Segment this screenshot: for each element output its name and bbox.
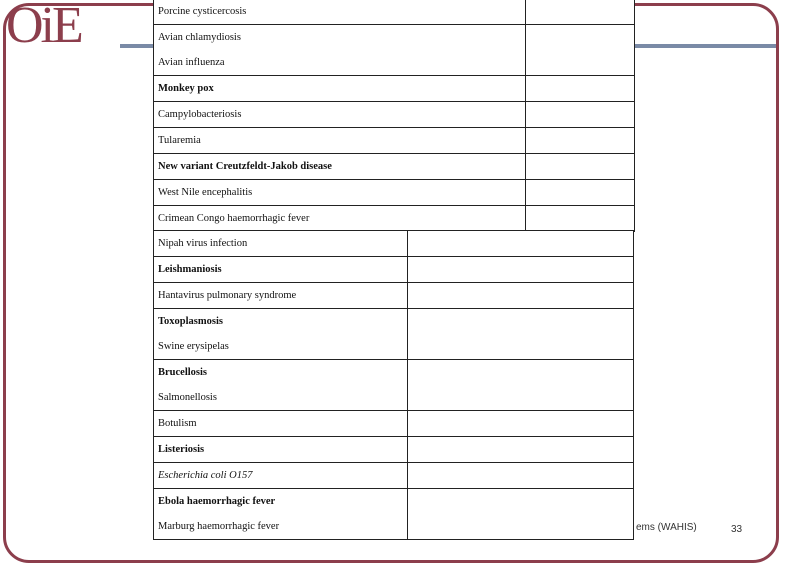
value-cell xyxy=(408,231,634,257)
disease-name: Nipah virus infection xyxy=(158,238,248,249)
table-row xyxy=(154,360,634,411)
disease-name: Tularemia xyxy=(158,135,201,146)
value-cell xyxy=(526,206,635,232)
value-cell xyxy=(408,489,634,540)
value-cell xyxy=(526,0,635,25)
page-number: 33 xyxy=(731,524,743,535)
footer-text: ems (WAHIS) xyxy=(636,522,697,533)
disease-name-cell xyxy=(154,76,526,102)
value-cell xyxy=(408,257,634,283)
table-row xyxy=(154,76,635,102)
disease-name-cell xyxy=(154,206,526,232)
value-cell xyxy=(526,102,635,128)
table-row xyxy=(154,102,635,128)
disease-name: New variant Creutzfeldt-Jakob disease xyxy=(158,161,332,172)
table-row xyxy=(154,283,634,309)
disease-name-cell xyxy=(154,180,526,206)
disease-name: Listeriosis xyxy=(158,444,205,455)
disease-name-cell xyxy=(154,231,408,257)
disease-name: Avian chlamydiosis xyxy=(158,32,241,43)
disease-name: Marburg haemorrhagic fever xyxy=(158,521,280,532)
disease-name: Toxoplasmosis xyxy=(158,316,223,327)
table-row xyxy=(154,437,634,463)
disease-name-cell xyxy=(154,437,408,463)
disease-name: Brucellosis xyxy=(158,367,207,378)
table-row xyxy=(154,25,635,76)
disease-name-cell xyxy=(154,257,408,283)
disease-name-cell xyxy=(154,360,408,411)
value-cell xyxy=(408,463,634,489)
value-cell xyxy=(526,76,635,102)
disease-name: Avian influenza xyxy=(158,57,225,68)
disease-name: Monkey pox xyxy=(158,83,214,94)
disease-name-cell xyxy=(154,283,408,309)
table-row xyxy=(154,0,635,25)
table-row xyxy=(154,231,634,257)
value-cell xyxy=(408,309,634,360)
table-row xyxy=(154,154,635,180)
table-row xyxy=(154,257,634,283)
value-cell xyxy=(526,128,635,154)
disease-name: West Nile encephalitis xyxy=(158,187,253,198)
value-cell xyxy=(526,25,635,76)
table-row xyxy=(154,180,635,206)
disease-name-cell xyxy=(154,154,526,180)
disease-name: Crimean Congo haemorrhagic fever xyxy=(158,213,310,224)
disease-name: Porcine cysticercosis xyxy=(158,6,247,17)
table-row xyxy=(154,309,634,360)
value-cell xyxy=(408,437,634,463)
value-cell xyxy=(526,180,635,206)
value-cell xyxy=(408,411,634,437)
disease-name: Campylobacteriosis xyxy=(158,109,242,120)
disease-name-cell xyxy=(154,25,526,76)
value-cell xyxy=(408,283,634,309)
disease-name-cell xyxy=(154,0,526,25)
disease-name-cell xyxy=(154,411,408,437)
disease-name: Leishmaniosis xyxy=(158,264,222,275)
disease-name-cell xyxy=(154,309,408,360)
table-row xyxy=(154,463,634,489)
disease-name: Swine erysipelas xyxy=(158,341,229,352)
table-row xyxy=(154,128,635,154)
disease-name-cell xyxy=(154,463,408,489)
oie-logo: OiE xyxy=(6,0,81,54)
table-row xyxy=(154,206,635,232)
disease-name-cell xyxy=(154,489,408,540)
disease-table-bottom xyxy=(153,230,634,540)
disease-name: Salmonellosis xyxy=(158,392,217,403)
disease-table-top xyxy=(153,0,635,232)
disease-name: Ebola haemorrhagic fever xyxy=(158,496,276,507)
disease-name: Escherichia coli O157 xyxy=(158,470,253,481)
disease-name: Botulism xyxy=(158,418,197,429)
disease-name: Hantavirus pulmonary syndrome xyxy=(158,290,297,301)
disease-name-cell xyxy=(154,128,526,154)
value-cell xyxy=(526,154,635,180)
disease-name-cell xyxy=(154,102,526,128)
table-row xyxy=(154,411,634,437)
value-cell xyxy=(408,360,634,411)
table-row xyxy=(154,489,634,540)
